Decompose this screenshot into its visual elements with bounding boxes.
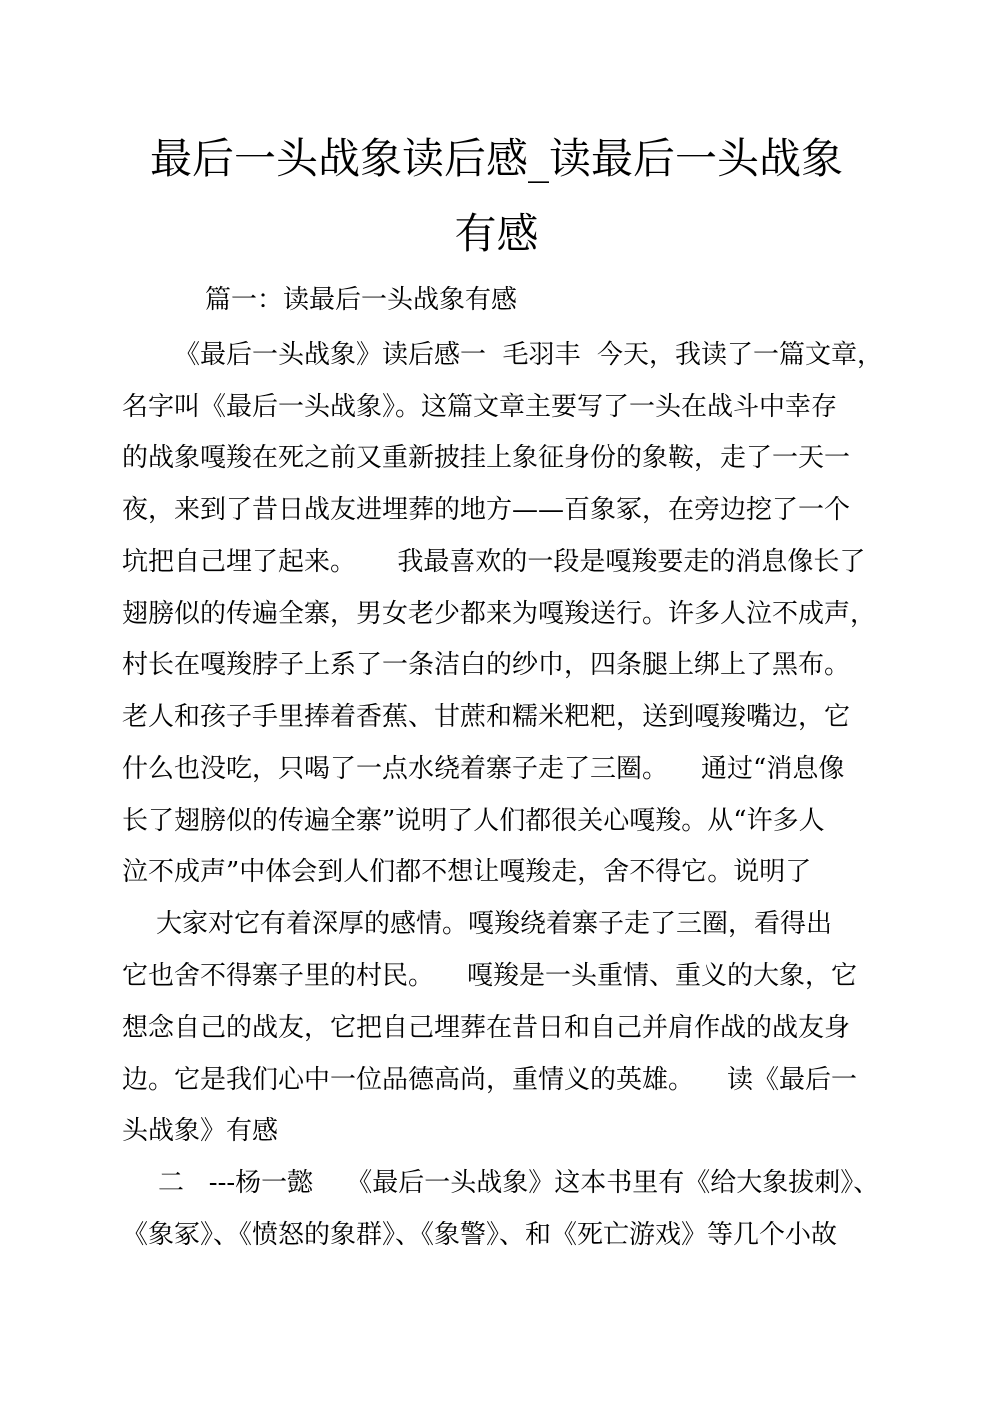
paragraph-line: 二 ---杨一懿 《最后一头战象》这本书里有《给大象拔刺》、: [158, 1168, 880, 1198]
paragraph-line: 夜，来到了昔日战友进埋葬的地方——百象冢，在旁边挖了一个: [122, 495, 851, 525]
paragraph-line: 大家对它有着深厚的感情。嘎羧绕着寨子走了三圈，看得出: [156, 909, 833, 939]
paragraph-line: 名字叫《最后一头战象》。这篇文章主要写了一头在战斗中幸存: [122, 392, 838, 422]
paragraph-line: 什么也没吃，只喝了一点水绕着寨子走了三圈。 通过“消息像: [122, 754, 845, 784]
title-line-2: 有感: [454, 209, 539, 258]
paragraph-line: 老人和孩子手里捧着香蕉、甘蔗和糯米粑粑，送到嘎羧嘴边，它: [122, 702, 851, 732]
section-heading: 篇一：读最后一头战象有感: [205, 285, 518, 315]
paragraph-line: 头战象》有感: [122, 1116, 279, 1146]
paragraph-line: 边。它是我们心中一位品德高尚，重情义的英雄。 读《最后一: [122, 1065, 858, 1095]
paragraph-line: 想念自己的战友，它把自己埋葬在昔日和自己并肩作战的战友身: [122, 1013, 851, 1043]
paragraph-line: 泣不成声”中体会到人们都不想让嘎羧走，舍不得它。说明了: [122, 857, 812, 887]
paragraph-line: 《最后一头战象》读后感一 毛羽丰 今天，我读了一篇文章，: [174, 340, 884, 370]
paragraph-line: 的战象嘎羧在死之前又重新披挂上象征身份的象鞍，走了一天一: [122, 443, 851, 473]
paragraph-line: 长了翅膀似的传遍全寨”说明了人们都很关心嘎羧。从“许多人: [122, 806, 825, 836]
paragraph-line: 坑把自己埋了起来。 我最喜欢的一段是嘎羧要走的消息像长了: [122, 547, 866, 577]
paragraph-line: 它也舍不得寨子里的村民。 嘎羧是一头重情、重义的大象，它: [122, 961, 858, 991]
title-line-1: 最后一头战象读后感_读最后一头战象: [149, 134, 843, 183]
paragraph-line: 村长在嘎羧脖子上系了一条洁白的纱巾，四条腿上绑上了黑布。: [122, 650, 851, 680]
paragraph-line: 翅膀似的传遍全寨，男女老少都来为嘎羧送行。许多人泣不成声，: [122, 599, 877, 629]
paragraph-line: 《象冢》、《愤怒的象群》、《象警》、和《死亡游戏》等几个小故: [122, 1220, 838, 1250]
